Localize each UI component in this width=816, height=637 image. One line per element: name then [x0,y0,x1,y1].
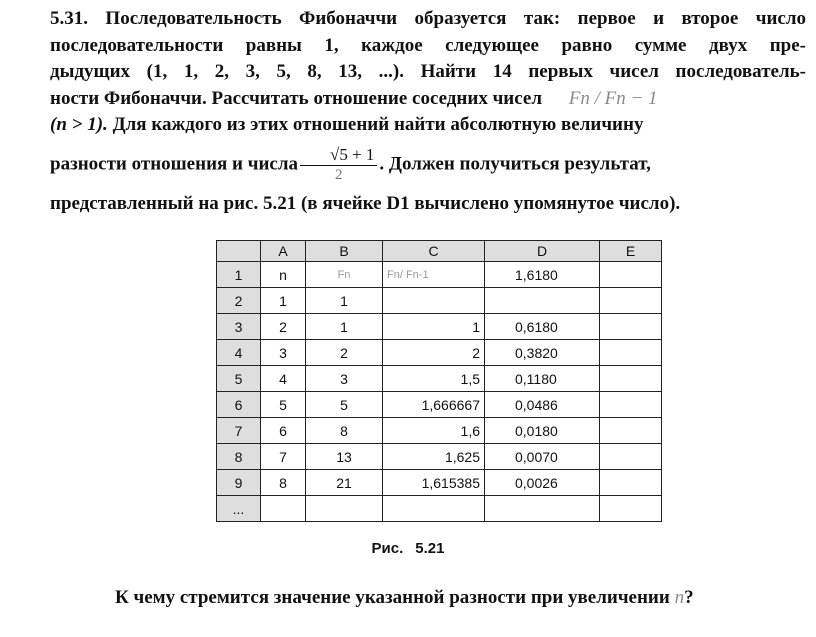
problem-line-7: представленный на рис. 5.21 (в ячейке D1 вычислено упомянутое число). [50,192,681,214]
cell-c: 1,666667 [383,392,485,418]
problem-line-6-text: разности отношения и числа [50,152,298,174]
table-row [217,288,662,314]
cell-e [600,418,662,444]
row-header: 5 [217,366,261,392]
cell-c: Fn/ Fn-1 [383,262,485,288]
cell-d: 0,6180 [485,314,600,340]
cell-b: 3 [306,366,383,392]
table-row [217,470,662,496]
cell-d: 0,0026 [485,470,600,496]
cell-b: 5 [306,392,383,418]
cell-e [600,366,662,392]
problem-line-5-text: Для каждого из этих отношений найти абсолютную величину [112,114,644,135]
row-header: 1 [217,262,261,288]
cell-a: 4 [261,366,306,392]
cell-a: 2 [261,314,306,340]
cell-a: n [261,262,306,288]
question-text [115,587,694,609]
cell-e [600,314,662,340]
cell-b: 1 [306,314,383,340]
corner-cell [217,241,261,262]
row-header: 2 [217,288,261,314]
column-header-c: C [383,241,485,262]
cell-c: 1,615385 [383,470,485,496]
cell-a: 1 [261,288,306,314]
row-header: 7 [217,418,261,444]
problem-line-2: последовательности равны 1, каждое следующее равно сумме двух пре- [50,34,806,56]
row-header: 3 [217,314,261,340]
cell-d: 0,0180 [485,418,600,444]
table-row [217,262,662,288]
cell-a: 6 [261,418,306,444]
cell-a: 5 [261,392,306,418]
figure-caption [0,540,816,557]
problem-line-1: 5.31. Последовательность Фибоначчи образуется так: первое и второе число [50,8,806,29]
problem-line-4 [50,86,806,113]
golden-ratio-fraction [300,145,377,185]
problem-line-6 [50,139,806,191]
cell-d [485,288,600,314]
cell-e [600,392,662,418]
caption-number: 5.21 [415,540,445,557]
cell-d: 0,0070 [485,444,600,470]
table-row [217,418,662,444]
cell-c: 1 [383,314,485,340]
question-body: К чему стремится значение указанной разности при увеличении [115,587,670,608]
cell-c: 1,6 [383,418,485,444]
problem-line-3: дыдущих (1, 1, 2, 3, 5, 8, 13, ...). Найти 14 первых чисел последователь- [50,61,806,82]
caption-label: Рис. [371,540,404,557]
cell-d: 1,6180 [485,262,600,288]
table-row [217,314,662,340]
row-header: ... [217,496,261,522]
cell-a: 7 [261,444,306,470]
problem-line-5 [50,112,806,139]
table-row [217,496,662,522]
column-header-e: E [600,241,662,262]
fraction-denominator: 2 [334,166,343,183]
table-row [217,340,662,366]
cell-c: 1,625 [383,444,485,470]
cell-c: 1,5 [383,366,485,392]
cell-b: Fn [306,262,383,288]
cell-b: 13 [306,444,383,470]
column-header-row [217,241,662,262]
cell-c [383,496,485,522]
cell-a: 8 [261,470,306,496]
cell-d: 0,0486 [485,392,600,418]
problem-line-6-end: . Должен получиться результат, [379,152,651,174]
cell-c: 2 [383,340,485,366]
cell-e [600,288,662,314]
cell-b: 21 [306,470,383,496]
cell-d: 0,3820 [485,340,600,366]
cell-e [600,340,662,366]
row-header: 9 [217,470,261,496]
question-variable: n [674,587,685,608]
question-mark: ? [684,587,694,608]
table-row [217,444,662,470]
table-row [217,366,662,392]
column-header-a: A [261,241,306,262]
column-header-d: D [485,241,600,262]
cell-e [600,470,662,496]
spreadsheet-table [216,240,662,522]
cell-a [261,496,306,522]
row-header: 6 [217,392,261,418]
cell-b: 8 [306,418,383,444]
condition-text: (n > 1). [50,114,108,135]
fraction-numerator: √5 + 1 [300,145,377,166]
cell-d: 0,1180 [485,366,600,392]
cell-b [306,496,383,522]
column-header-b: B [306,241,383,262]
row-header: 4 [217,340,261,366]
ratio-formula: Fn / Fn − 1 [568,87,658,109]
cell-d [485,496,600,522]
cell-e [600,444,662,470]
cell-a: 3 [261,340,306,366]
cell-c [383,288,485,314]
row-header: 8 [217,444,261,470]
cell-e [600,262,662,288]
problem-text [50,6,806,217]
cell-e [600,496,662,522]
table-row [217,392,662,418]
cell-b: 2 [306,340,383,366]
cell-b: 1 [306,288,383,314]
problem-line-4-text: ности Фибоначчи. Рассчитать отношение соседних чисел [50,87,542,109]
